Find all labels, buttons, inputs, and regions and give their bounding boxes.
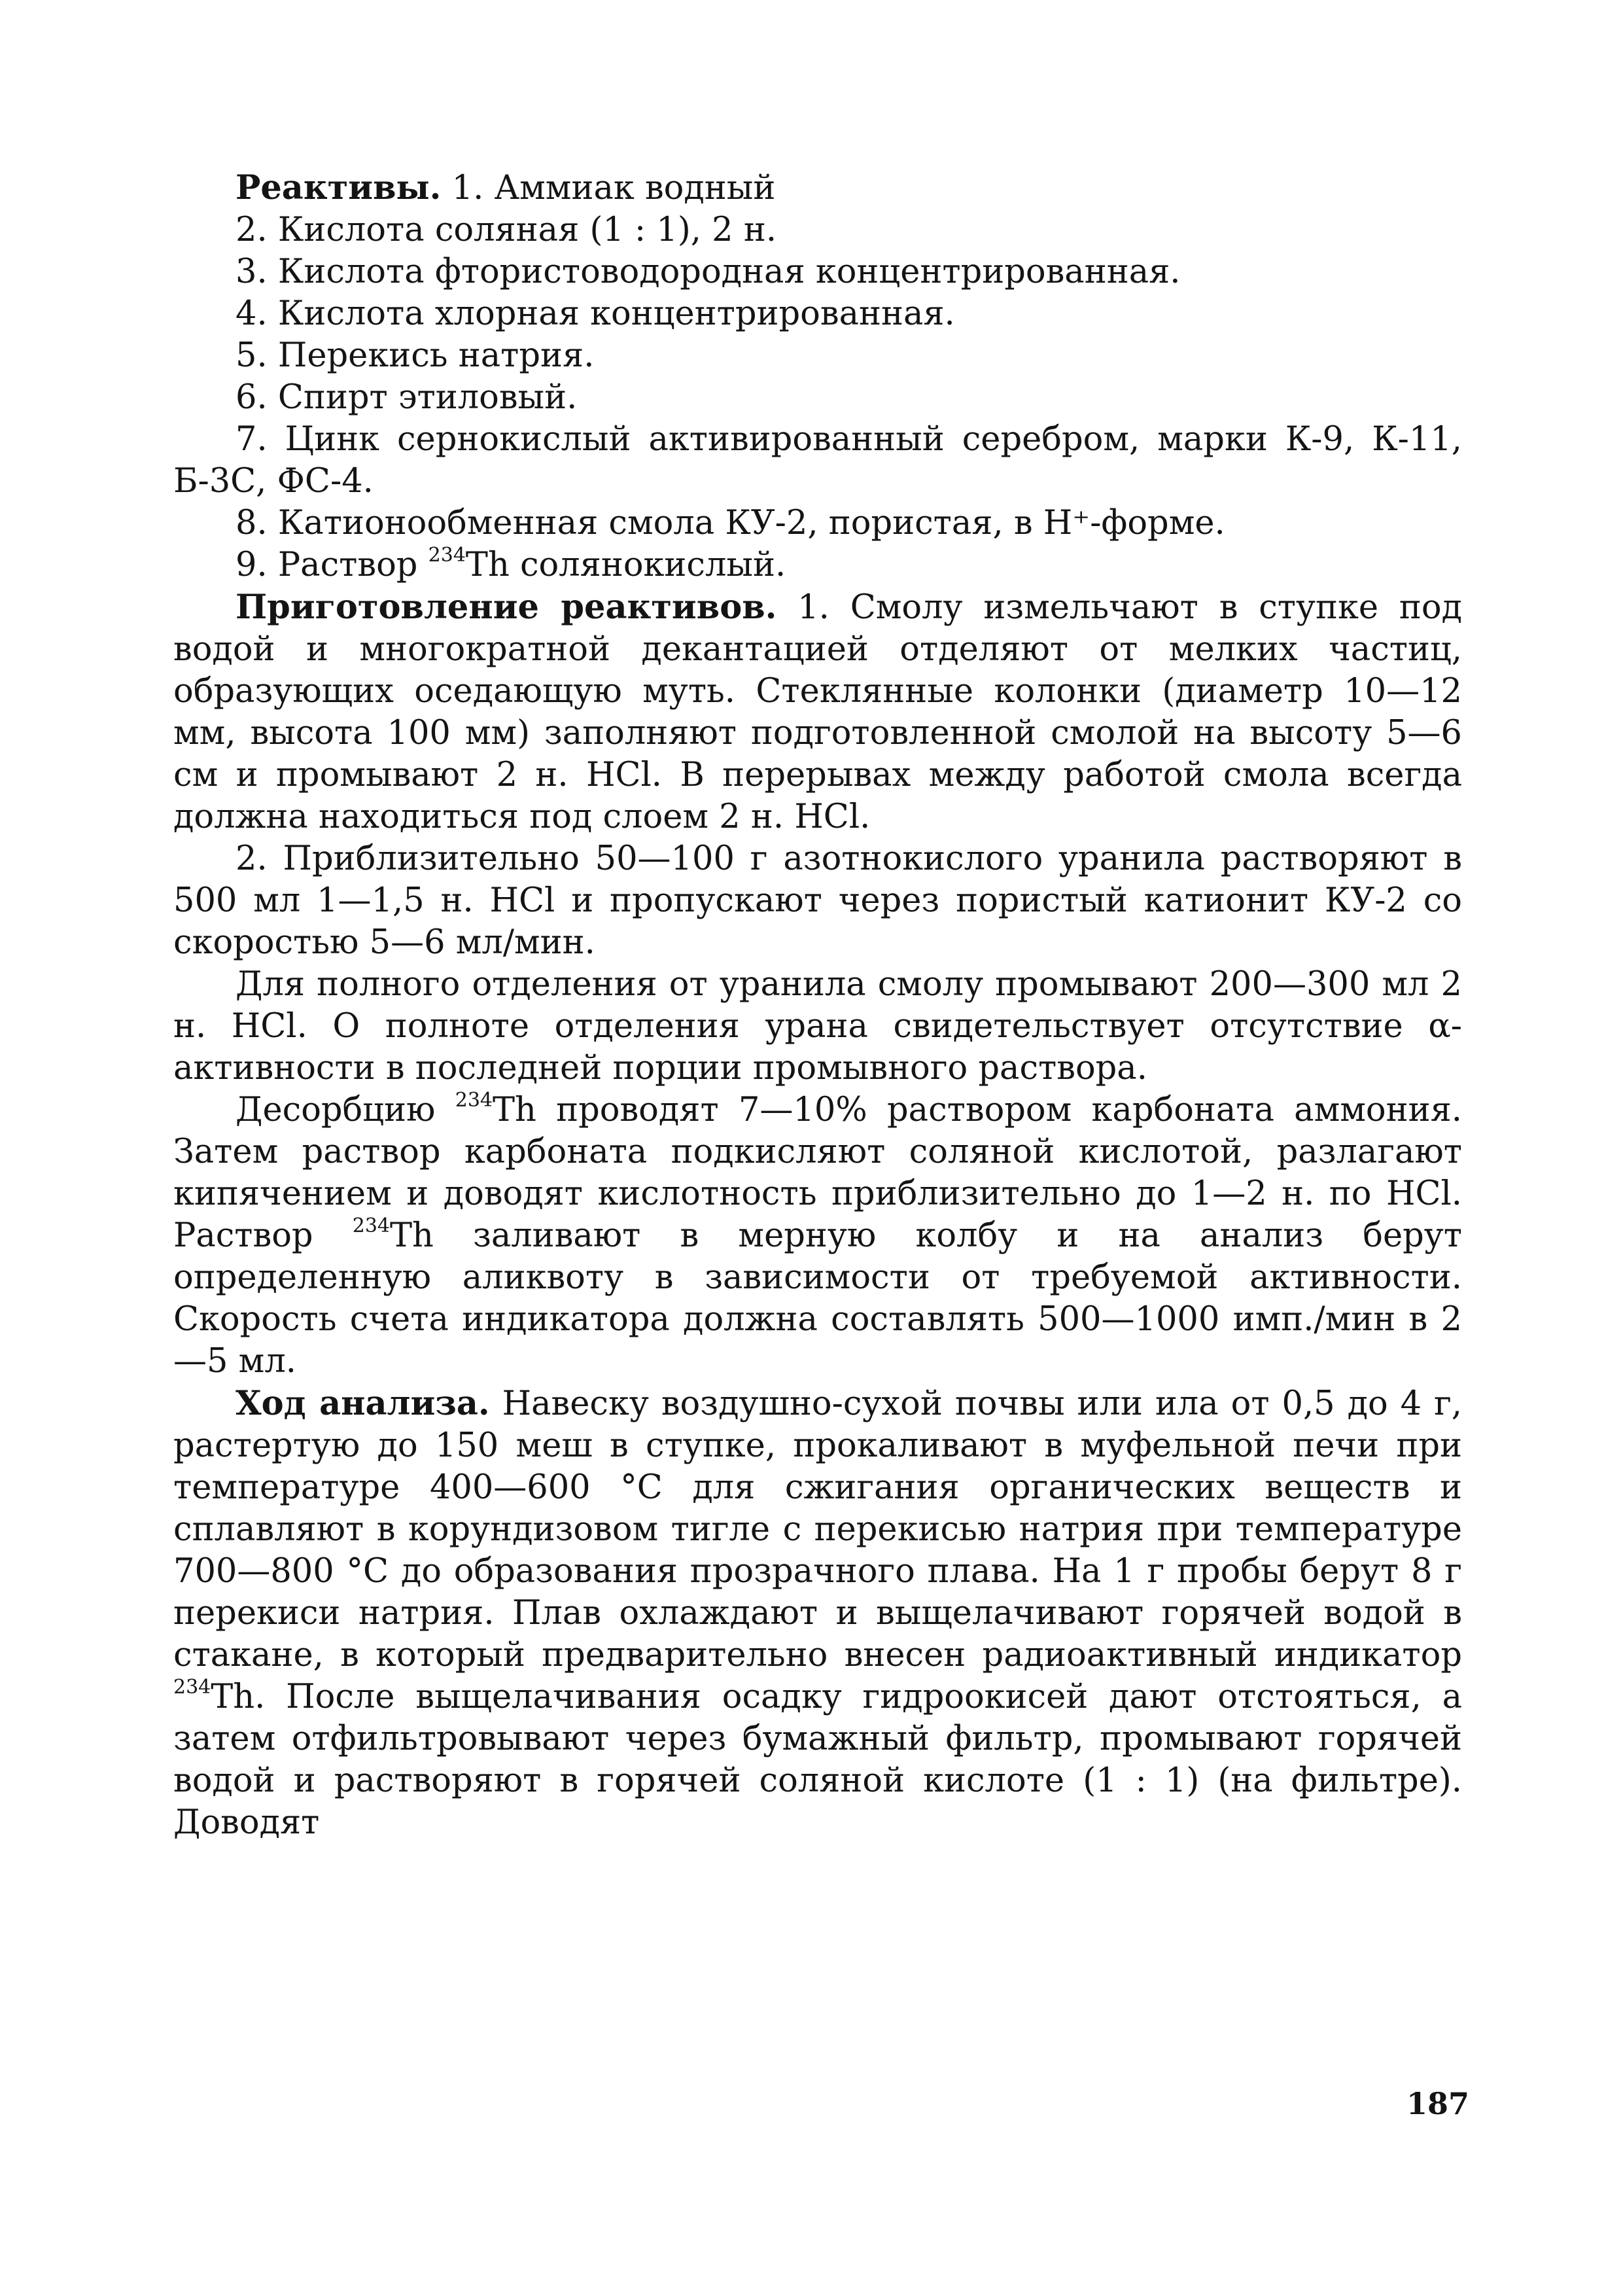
preparation-heading: Приготовление реактивов. bbox=[236, 588, 777, 627]
preparation-paragraph-2: 2. Приблизительно 50—100 г азотнокислого уранила растворяют в 500 мл 1—1,5 н. HCl и пропускают через пористый катионит КУ-2 со скоростью 5—6 мл/мин. bbox=[173, 839, 1462, 962]
reagent-item: 5. Перекись натрия. bbox=[236, 336, 595, 375]
page-number: 187 bbox=[1406, 2086, 1470, 2121]
analysis-paragraph: Ход анализа. Навеску воздушно-сухой почвы или ила от 0,5 до 4 г, растертую до 150 меш в ступке, прокаливают в муфельной печи при температуре 400—600 °С для сжигания органических веществ и сплавляют в корундизовом тигле с перекисью натрия при температуре 700—800 °С до образования прозрачного плава. На 1 г пробы берут 8 г перекиси натрия. Плав охлаждают и выщелачивают горячей водой в стакане, в который предварительно внесен радиоактивный индикатор $^{234}$Th. После выщелачивания осадку гидроокисей дают отстояться, а затем отфильтровывают через бумажный фильтр, промывают горячей водой и растворяют в горячей соляной кислоте (1 : 1) (на фильтре). Доводят bbox=[173, 1384, 1463, 1842]
reagent-item: 7. Цинк сернокислый активированный серебром, марки К-9, К-11, Б-3С, ФС-4. bbox=[173, 420, 1462, 501]
reagents-line-1 bbox=[173, 167, 1462, 209]
preparation-paragraph-3: Для полного отделения от уранила смолу промывают 200—300 мл 2 н. HCl. О полноте отделения урана свидетельствует отсутствие α-активности в последней порции промывного раствора. bbox=[173, 965, 1462, 1087]
preparation-paragraph-1: Приготовление реактивов. 1. Смолу измельчают в ступке под водой и многократной декантацией отделяют от мелких частиц, образующих оседающую муть. Стеклянные колонки (диаметр 10—12 мм, высота 100 мм) заполняют подготовленной смолой на высоту 5—6 см и промывают 2 н. HCl. В перерывах между работой смола всегда должна находиться под слоем 2 н. HCl. bbox=[173, 588, 1462, 836]
reagent-item: 4. Кислота хлорная концентрированная. bbox=[236, 294, 955, 333]
reagent-item: 2. Кислота соляная (1 : 1), 2 н. bbox=[236, 211, 777, 249]
reagents-heading: Реактивы. bbox=[236, 168, 442, 207]
reagent-item-9: 9. Раствор $^{234}$Th солянокислый. bbox=[236, 544, 786, 584]
reagent-item: 8. Катионообменная смола КУ-2, пористая, в H⁺-форме. bbox=[236, 504, 1225, 542]
reagent-item: 6. Спирт этиловый. bbox=[236, 378, 578, 417]
page-body bbox=[173, 167, 1462, 1844]
preparation-paragraph-4: Десорбцию $^{234}$Th проводят 7—10% раствором карбоната аммония. Затем раствор карбоната подкисляют соляной кислотой, разлагают кипячением и доводят кислотность приблизительно до 1—2 н. по HCl. Раствор $^{234}$Th заливают в мерную колбу и на анализ берут определенную аликвоту в зависимости от требуемой активности. Скорость счета индикатора должна составлять 500—1000 имп./мин в 2—5 мл. bbox=[173, 1089, 1463, 1381]
reagent-item: 1. Аммиак водный bbox=[451, 169, 776, 207]
reagent-item: 3. Кислота фтористоводородная концентрированная. bbox=[236, 253, 1181, 291]
analysis-heading: Ход анализа. bbox=[236, 1384, 490, 1423]
